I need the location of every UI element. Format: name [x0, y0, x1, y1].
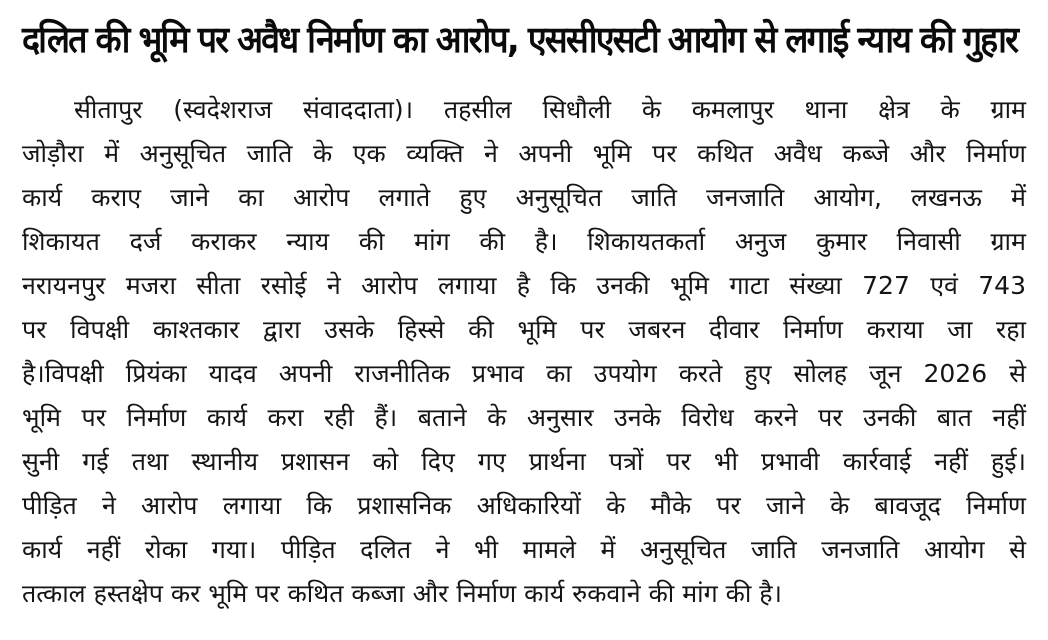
body-line: सुनी गई तथा स्थानीय प्रशासन को दिए गए प्रार्थना पत्रों पर भी प्रभावी कार्रवाई नहीं हुई। [22, 447, 1026, 476]
body-line: भूमि पर निर्माण कार्य करा रही हैं। बताने के अनुसार उनके विरोध करने पर उनकी बात नहीं [22, 403, 1026, 432]
body-line: तत्काल हस्तक्षेप कर भूमि पर कथित कब्जा और निर्माण कार्य रुकवाने की मांग की है। [22, 579, 783, 608]
body-line: जोड़ौरा में अनुसूचित जाति के एक व्यक्ति ने अपनी भूमि पर कथित अवैध कब्जे और निर्माण [22, 139, 1026, 168]
body-line: पीड़ित ने आरोप लगाया कि प्रशासनिक अधिकारियों के मौके पर जाने के बावजूद निर्माण [22, 491, 1026, 520]
body-line: है।विपक्षी प्रियंका यादव अपनी राजनीतिक प्रभाव का उपयोग करते हुए सोलह जून 2026 से [22, 359, 1026, 388]
body-line: पर विपक्षी काश्तकार द्वारा उसके हिस्से की भूमि पर जबरन दीवार निर्माण कराया जा रहा [22, 315, 1026, 344]
body-line: सीतापुर (स्वदेशराज संवाददाता)। तहसील सिधौली के कमलापुर थाना क्षेत्र के ग्राम [74, 95, 1026, 124]
body-line: कार्य कराए जाने का आरोप लगाते हुए अनुसूचित जाति जनजाति आयोग, लखनऊ में [22, 183, 1026, 212]
body-line: कार्य नहीं रोका गया। पीड़ित दलित ने भी मामले में अनुसूचित जाति जनजाति आयोग से [22, 535, 1026, 564]
article-headline: दलित की भूमि पर अवैध निर्माण का आरोप, एससीएसटी आयोग से लगाई न्याय की गुहार [22, 18, 1018, 61]
body-line: नरायनपुर मजरा सीता रसोई ने आरोप लगाया है कि उनकी भूमि गाटा संख्या 727 एवं 743 [22, 271, 1026, 300]
article-body [22, 66, 1026, 616]
body-line: शिकायत दर्ज कराकर न्याय की मांग की है। शिकायतकर्ता अनुज कुमार निवासी ग्राम [22, 227, 1026, 256]
